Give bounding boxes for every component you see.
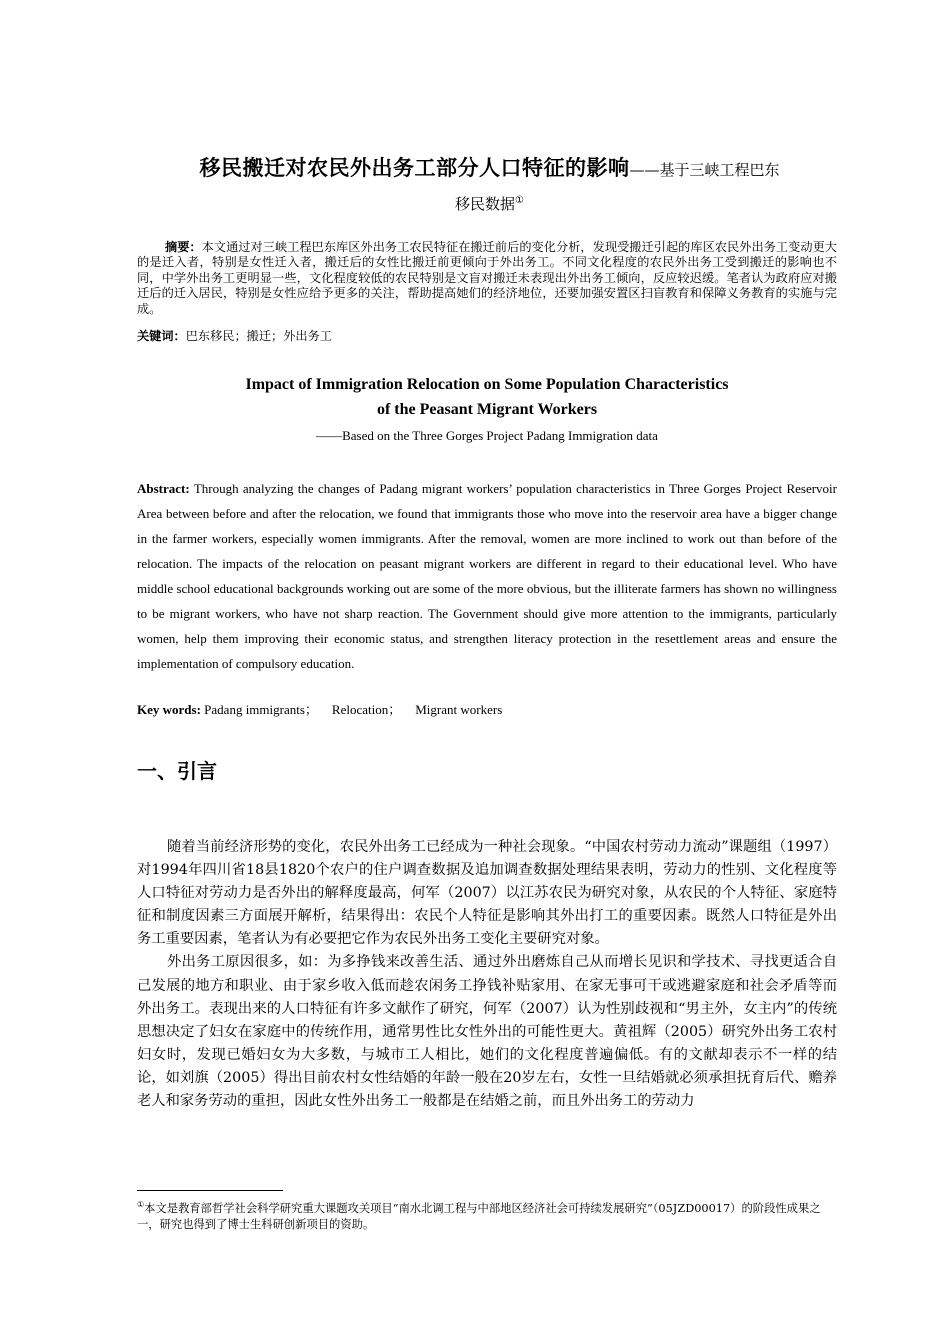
english-subtitle: ——Based on the Three Gorges Project Padang Immigration data xyxy=(316,428,658,443)
chinese-abstract xyxy=(137,240,837,317)
english-keywords xyxy=(137,701,837,719)
title-footnote-marker[interactable]: ① xyxy=(515,195,524,206)
body-paragraph: 随着当前经济形势的变化，农民外出务工已经成为一种社会现象。“中国农村劳动力流动”课题组（1997）对1994年四川省18县1820个农户的住户调查数据及追加调查数据处理结果表明，劳动力的性别、文化程度等人口特征对劳动力是否外出的解释度最高，何军（2007）以江苏农民为研究对象，从农民的个人特征、家庭特征和制度因素三方面展开解析，结果得出：农民个人特征是影响其外出打工的重要因素。既然人口特征是外出务工重要因素，笔者认为有必要把它作为农民外出务工变化主要研究对象。 xyxy=(137,839,837,948)
chinese-abstract-label: 摘要： xyxy=(165,240,202,254)
english-abstract-text: Through analyzing the changes of Padang migrant workers’ population characteristics in Three Gorges Project Reservoir Area between before and after the relocation, we found that immigrants those who move into the reservoir area have a bigger change in the farmer workers, especially women immigrants. After the removal, women are more inclined to work out than before of the relocation. The impacts of the relocation on peasant migrant workers are different in regard to their educational level. Who have middle school educational backgrounds working out are some of the more obvious, but the illiterate farmers has shown no willingness to be migrant workers, who have not sharp reaction. The Government should give more attention to the immigrants, particularly women, help them improving their economic status, and strengthen literacy protection in the resettlement areas and ensure the implementation of compulsory education. xyxy=(137,481,838,671)
english-keyword: Migrant workers xyxy=(415,702,503,717)
footnote-marker: ① xyxy=(137,1200,145,1209)
footnote-divider xyxy=(137,1190,283,1191)
body-text xyxy=(137,836,837,1113)
footnote-text: 本文是教育部哲学社会科学研究重大课题攻关项目“南水北调工程与中部地区经济社会可持续发展研究”（05JZD00017）的阶段性成果之一，研究也得到了博士生科研创新项目的资助。 xyxy=(137,1201,821,1231)
english-abstract xyxy=(137,476,837,676)
paper-title xyxy=(137,152,842,182)
title-subtitle-part2: 移民数据 xyxy=(455,195,516,213)
chinese-keywords-label: 关键词： xyxy=(137,329,186,343)
english-title-line2: of the Peasant Migrant Workers xyxy=(376,401,598,418)
footnote xyxy=(137,1197,837,1233)
section-heading-introduction: 一、引言 xyxy=(137,759,217,783)
english-keyword: Padang immigrants； xyxy=(204,702,318,717)
english-abstract-label: Abstract: xyxy=(137,481,190,496)
english-keyword: Relocation； xyxy=(331,702,402,717)
title-subtitle-part1: 基于三峡工程巴东 xyxy=(659,161,780,179)
title-main: 移民搬迁对农民外出务工部分人口特征的影响 xyxy=(199,156,630,180)
chinese-abstract-text: 本文通过对三峡工程巴东库区外出务工农民特征在搬迁前后的变化分析，发现受搬迁引起的库区农民外出务工变动更大的是迁入者，特别是女性迁入者，搬迁后的女性比搬迁前更倾向于外出务工。不同文化程度的农民外出务工受到搬迁的影响也不同，中学外出务工更明显一些，文化程度较低的农民特别是文盲对搬迁未表现出外出务工倾向，反应较迟缓。笔者认为政府应对搬迁后的迁入居民，特别是女性应给予更多的关注，帮助提高她们的经济地位，还要加强安置区扫盲教育和保障义务教育的实施与完成。 xyxy=(137,240,837,316)
chinese-keywords-text: 巴东移民；搬迁；外出务工 xyxy=(185,329,332,343)
chinese-keywords xyxy=(137,328,837,344)
title-dash: —— xyxy=(629,161,660,179)
english-keywords-label: Key words: xyxy=(137,702,201,717)
paper-title-line2 xyxy=(137,193,842,214)
english-title-line1: Impact of Immigration Relocation on Some Population Characteristics xyxy=(245,376,729,393)
body-paragraph: 外出务工原因很多，如：为多挣钱来改善生活、通过外出磨炼自己从而增长见识和学技术、寻找更适合自己发展的地方和职业、由于家乡收入低而趁农闲务工挣钱补贴家用、在家无事可干或逃避家庭和社会矛盾等而外出务工。表现出来的人口特征有许多文献作了研究，何军（2007）认为性别歧视和“男主外，女主内”的传统思想决定了妇女在家庭中的传统作用，通常男性比女性外出的可能性更大。黄祖辉（2005）研究外出务工农村妇女时，发现已婚妇女为大多数，与城市工人相比，她们的文化程度普遍偏低。有的文献却表示不一样的结论，如刘旗（2005）得出目前农村女性结婚的年龄一般在20岁左右，女性一旦结婚就必须承担抚育后代、赡养老人和家务劳动的重担，因此女性外出务工一般都是在结婚之前，而且外出务工的劳动力 xyxy=(137,954,837,1110)
